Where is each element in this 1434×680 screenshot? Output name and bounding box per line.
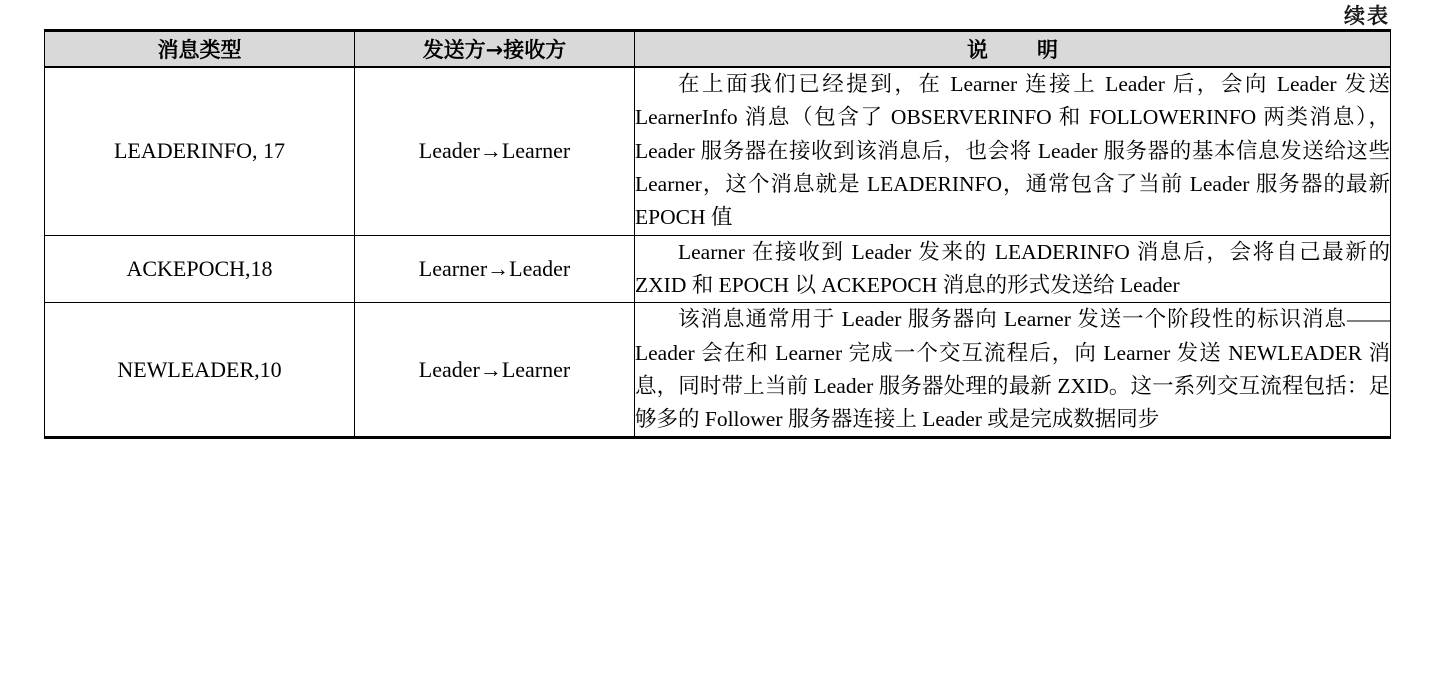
cell-message-type: LEADERINFO, 17: [45, 67, 355, 235]
column-header-description-text: 说 明: [967, 38, 1072, 62]
cell-sender-receiver: Leader→Learner: [355, 303, 635, 438]
cell-description-text: Learner 在接收到 Leader 发来的 LEADERINFO 消息后，会将自己最新的 ZXID 和 EPOCH 以 ACKEPOCH 消息的形式发送给 Leader: [635, 239, 1390, 297]
cell-sender-receiver: Leader→Learner: [355, 67, 635, 235]
column-header-sender-receiver: 发送方→接收方: [355, 31, 635, 68]
table-header: [45, 31, 1391, 68]
continued-table-label: 续表: [1344, 4, 1390, 28]
column-header-description: [635, 31, 1391, 68]
table-header-row: [45, 31, 1391, 68]
message-types-table: [44, 29, 1391, 439]
cell-message-type: ACKEPOCH,18: [45, 235, 355, 303]
table-row: [45, 235, 1391, 303]
cell-description-text: 该消息通常用于 Leader 服务器向 Learner 发送一个阶段性的标识消息——Leader 会在和 Learner 完成一个交互流程后，向 Learner 发送 NEWLEADER 消息，同时带上当前 Leader 服务器处理的最新 ZXID。这一系列交互流程包括：足够多的 Follower 服务器连接上 Leader 或是完成数据同步: [635, 307, 1390, 432]
table-row: [45, 303, 1391, 438]
cell-sender-receiver: Learner→Leader: [355, 235, 635, 303]
cell-description: [635, 67, 1391, 235]
cell-description: [635, 303, 1391, 438]
table-row: [45, 67, 1391, 235]
column-header-message-type: 消息类型: [45, 31, 355, 68]
cell-description: [635, 235, 1391, 303]
cell-description-text: 在上面我们已经提到，在 Learner 连接上 Leader 后，会向 Leader 发送 LearnerInfo 消息（包含了 OBSERVERINFO 和 FOLLOWERINFO 两类消息），Leader 服务器在接收到该消息后，也会将 Leader 服务器的基本信息发送给这些 Learner，这个消息就是 LEADERINFO，通常包含了当前 Leader 服务器的最新 EPOCH 值: [635, 72, 1390, 230]
cell-message-type: NEWLEADER,10: [45, 303, 355, 438]
table-body: [45, 67, 1391, 438]
